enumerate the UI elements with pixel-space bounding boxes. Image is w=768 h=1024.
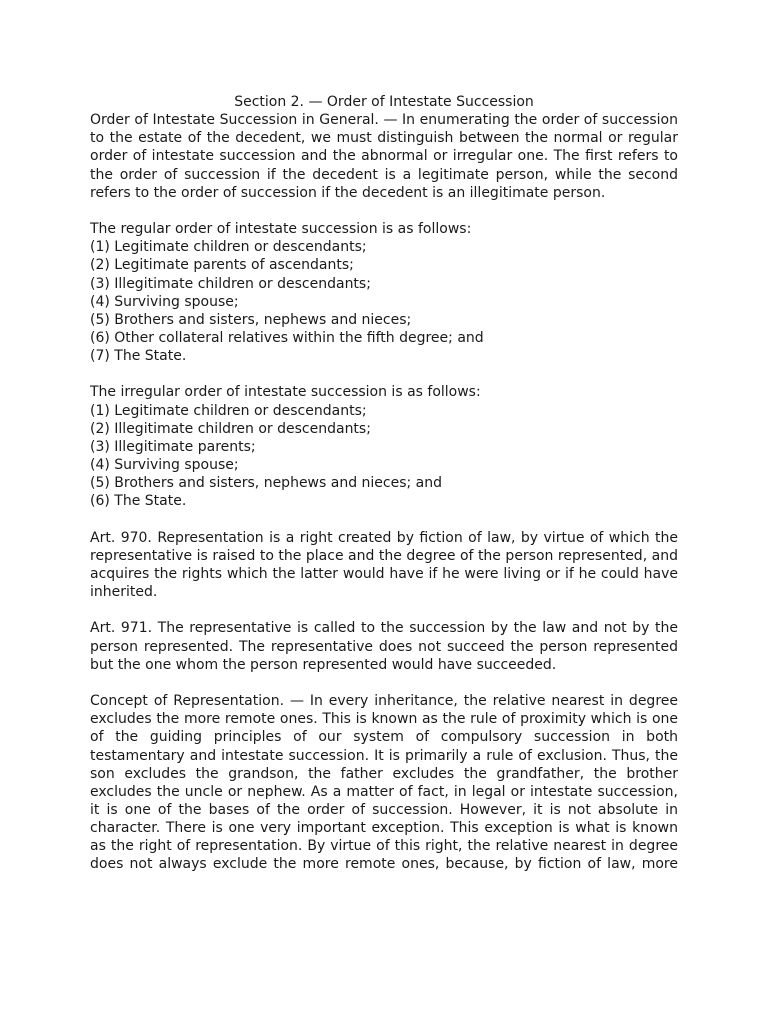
list-item: (7) The State. (90, 348, 187, 365)
section-title: Section 2. — Order of Intestate Succession (234, 94, 534, 110)
list-item: (1) Legitimate children or descendants; (90, 239, 367, 256)
list-item: (1) Legitimate children or descendants; (90, 402, 367, 419)
list-item: (4) Surviving spouse; (90, 293, 239, 310)
article-971: Art. 971. The representative is called to the succession by the law and not by the person represented. The representative does not succeed the person represented but the one whom the person represented would have succeeded. (90, 620, 678, 673)
intro-paragraph: Order of Intestate Succession in General. — In enumerating the order of succession to the estate of the decedent, we must distinguish between the normal or regular order of intestate succession and the abnormal or irregular one. The first refers to the order of succession if the decedent is a legitimate person, while the second refers to the order of succession if the decedent is an illegitimate person. (90, 112, 678, 201)
irregular-order-lead: The irregular order of intestate succession is as follows: (90, 384, 481, 401)
paragraph-gap (90, 674, 678, 692)
list-item: (5) Brothers and sisters, nephews and nieces; (90, 311, 412, 328)
document-page (90, 93, 678, 874)
paragraph-gap (90, 511, 678, 529)
list-item: (5) Brothers and sisters, nephews and nieces; and (90, 475, 443, 492)
list-item: (3) Illegitimate parents; (90, 438, 256, 455)
regular-order-lead: The regular order of intestate succession is as follows: (90, 221, 472, 238)
list-item: (2) Legitimate parents of ascendants; (90, 257, 354, 274)
paragraph-gap (90, 202, 678, 220)
paragraph-gap (90, 365, 678, 383)
list-item: (2) Illegitimate children or descendants; (90, 420, 371, 437)
paragraph-gap (90, 601, 678, 619)
irregular-order-list (90, 402, 678, 511)
list-item: (6) The State. (90, 493, 187, 510)
list-item: (6) Other collateral relatives within the fifth degree; and (90, 330, 484, 347)
concept-of-representation: Concept of Representation. — In every inheritance, the relative nearest in degree excludes the more remote ones. This is known as the rule of proximity which is one of the guiding principles of our system of compulsory succession in both testamentary and intestate succession. It is primarily a rule of exclusion. Thus, the son excludes the grandson, the father excludes the grandfather, the brother excludes the uncle or nephew. As a matter of fact, in legal or intestate succession, it is one of the bases of the order of succession. However, it is not absolute in character. There is one very important exception. This exception is what is known as the right of representation. By virtue of this right, the relative nearest in degree does not always exclude the more remote ones, because, by fiction of law, more (90, 693, 678, 873)
article-970: Art. 970. Representation is a right created by fiction of law, by virtue of which the representative is raised to the place and the degree of the person represented, and acquires the rights which the latter would have if he were living or if he could have inherited. (90, 529, 678, 601)
list-item: (4) Surviving spouse; (90, 457, 239, 474)
regular-order-list (90, 238, 678, 365)
list-item: (3) Illegitimate children or descendants; (90, 275, 371, 292)
